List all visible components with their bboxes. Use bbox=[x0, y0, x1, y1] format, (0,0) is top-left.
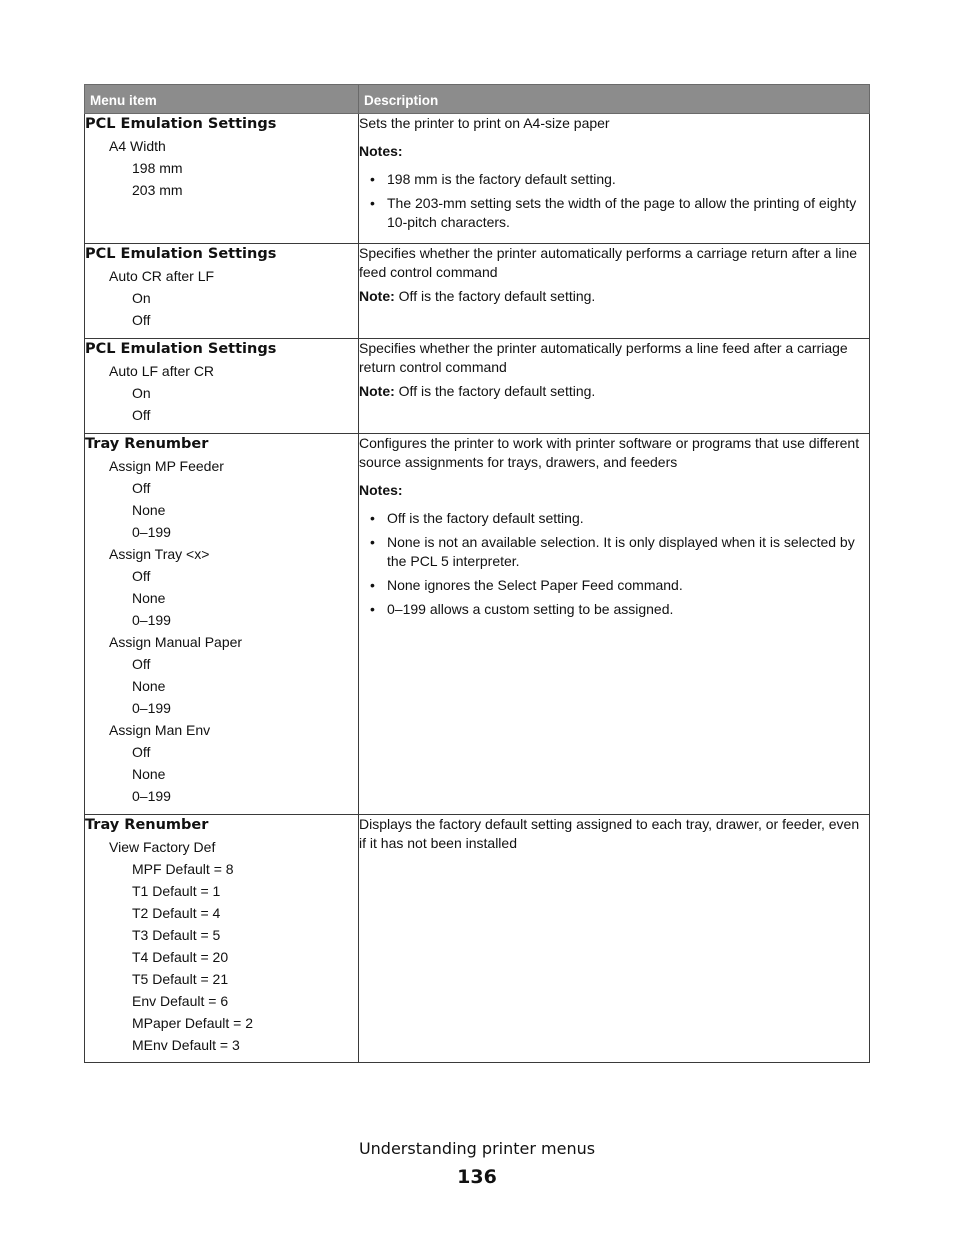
note-line bbox=[359, 287, 869, 306]
menu-item: Auto LF after CR bbox=[109, 363, 215, 379]
menu-heading: Tray Renumber bbox=[85, 436, 209, 452]
note-label: Note: bbox=[359, 383, 395, 399]
menu-option: None bbox=[132, 766, 166, 782]
menu-option: MEnv Default = 3 bbox=[132, 1037, 240, 1053]
menu-option: 0–199 bbox=[132, 612, 171, 628]
description-text: Sets the printer to print on A4-size paper bbox=[359, 115, 610, 131]
table-header-row bbox=[85, 85, 870, 114]
menu-item: Assign Manual Paper bbox=[109, 634, 243, 650]
description-text: Displays the factory default setting assigned to each tray, drawer, or feeder, even if it has not been installed bbox=[359, 816, 860, 851]
menu-item-cell bbox=[85, 244, 359, 339]
menu-item: A4 Width bbox=[109, 138, 166, 154]
menu-item: View Factory Def bbox=[109, 839, 216, 855]
menu-heading: PCL Emulation Settings bbox=[85, 116, 277, 132]
menu-option: 0–199 bbox=[132, 788, 171, 804]
menu-option: Off bbox=[132, 744, 151, 760]
menu-table bbox=[84, 84, 870, 1063]
description-cell bbox=[359, 339, 870, 434]
menu-heading: Tray Renumber bbox=[85, 817, 209, 833]
table-row bbox=[85, 434, 870, 815]
menu-item: Auto CR after LF bbox=[109, 268, 215, 284]
menu-option: On bbox=[132, 290, 151, 306]
note-text: Off is the factory default setting. bbox=[394, 288, 596, 304]
notes-list bbox=[359, 509, 869, 619]
menu-item: Assign MP Feeder bbox=[109, 458, 224, 474]
column-header-description: Description bbox=[359, 85, 870, 114]
menu-item-cell bbox=[85, 339, 359, 434]
menu-option: None bbox=[132, 678, 166, 694]
note-line bbox=[359, 382, 869, 401]
menu-option: T4 Default = 20 bbox=[132, 949, 229, 965]
note-bullet: • 0–199 allows a custom setting to be assigned. bbox=[359, 600, 869, 619]
description-text: Specifies whether the printer automatically performs a carriage return after a line feed control command bbox=[359, 245, 858, 280]
menu-option: T5 Default = 21 bbox=[132, 971, 229, 987]
notes-label: Notes: bbox=[359, 143, 403, 159]
menu-option: Off bbox=[132, 480, 151, 496]
menu-option: T3 Default = 5 bbox=[132, 927, 221, 943]
menu-option: 0–199 bbox=[132, 700, 171, 716]
menu-option: On bbox=[132, 385, 151, 401]
menu-heading: PCL Emulation Settings bbox=[85, 341, 277, 357]
menu-option: None bbox=[132, 590, 166, 606]
description-text: Configures the printer to work with printer software or programs that use different source assignments for trays, drawers, and feeders bbox=[359, 435, 860, 470]
menu-item-cell bbox=[85, 815, 359, 1063]
menu-option: Off bbox=[132, 312, 151, 328]
menu-option: T2 Default = 4 bbox=[132, 905, 221, 921]
note-bullet: • The 203-mm setting sets the width of the page to allow the printing of eighty 10-pitch characters. bbox=[359, 194, 869, 232]
menu-option: Off bbox=[132, 656, 151, 672]
menu-option: 198 mm bbox=[132, 160, 183, 176]
menu-item-cell bbox=[85, 114, 359, 244]
description-cell bbox=[359, 244, 870, 339]
description-cell bbox=[359, 114, 870, 244]
note-bullet: • 198 mm is the factory default setting. bbox=[359, 170, 869, 189]
menu-item: Assign Tray <x> bbox=[109, 546, 210, 562]
menu-option: 203 mm bbox=[132, 182, 183, 198]
column-header-menu-item: Menu item bbox=[85, 85, 359, 114]
note-bullet: • None ignores the Select Paper Feed command. bbox=[359, 576, 869, 595]
note-bullet: • None is not an available selection. It is only displayed when it is selected by the PCL 5 interpreter. bbox=[359, 533, 869, 571]
menu-item: Assign Man Env bbox=[109, 722, 211, 738]
menu-option: T1 Default = 1 bbox=[132, 883, 221, 899]
description-cell bbox=[359, 815, 870, 1063]
menu-option: MPaper Default = 2 bbox=[132, 1015, 254, 1031]
footer-section-title: Understanding printer menus bbox=[358, 1139, 596, 1158]
description-text: Specifies whether the printer automatically performs a line feed after a carriage return control command bbox=[359, 340, 848, 375]
menu-heading: PCL Emulation Settings bbox=[85, 246, 277, 262]
menu-option: 0–199 bbox=[132, 524, 171, 540]
note-text: Off is the factory default setting. bbox=[394, 383, 596, 399]
note-bullet: • Off is the factory default setting. bbox=[359, 509, 869, 528]
menu-option: MPF Default = 8 bbox=[132, 861, 234, 877]
table-row bbox=[85, 244, 870, 339]
notes-list bbox=[359, 170, 869, 232]
page-number: 136 bbox=[457, 1166, 497, 1188]
description-cell bbox=[359, 434, 870, 815]
menu-option: None bbox=[132, 502, 166, 518]
menu-option: Off bbox=[132, 407, 151, 423]
table-row bbox=[85, 339, 870, 434]
note-label: Note: bbox=[359, 288, 395, 304]
table-row bbox=[85, 114, 870, 244]
menu-option: Env Default = 6 bbox=[132, 993, 229, 1009]
menu-item-cell bbox=[85, 434, 359, 815]
menu-option: Off bbox=[132, 568, 151, 584]
table-row bbox=[85, 815, 870, 1063]
notes-label: Notes: bbox=[359, 482, 403, 498]
